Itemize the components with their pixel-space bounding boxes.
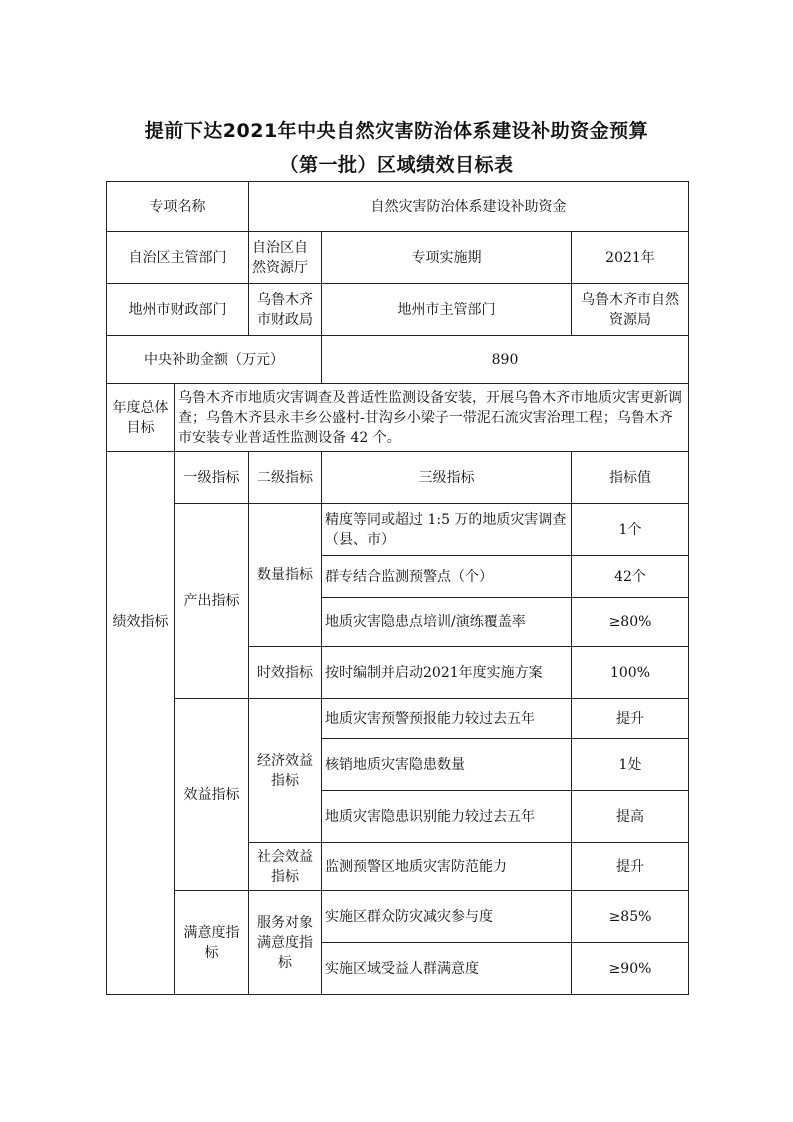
indicator-name: 按时编制并启动2021年度实施方案: [322, 647, 572, 699]
document-title-line-1: 提前下达2021年中央自然灾害防治体系建设补助资金预算: [144, 120, 649, 142]
city-finance-label: 地州市财政部门: [107, 284, 249, 336]
table-row: [107, 232, 689, 284]
table-row: [107, 504, 689, 556]
table-row: [107, 384, 689, 452]
output-indicator: 产出指标: [175, 504, 249, 699]
col-header-level3: 三级指标: [322, 452, 572, 504]
region-dept-value: 自治区自然资源厅: [249, 232, 322, 284]
perf-label: 绩效指标: [112, 614, 169, 630]
subsidy-value: 890: [322, 336, 689, 384]
table-row: [107, 336, 689, 384]
indicator-value: 1个: [572, 504, 689, 556]
indicator-name: 监测预警区地质灾害防范能力: [322, 843, 572, 891]
period-value: 2021年: [572, 232, 689, 284]
city-dept-label: 地州市主管部门: [322, 284, 572, 336]
indicator-name: 实施区域受益人群满意度: [322, 943, 572, 995]
indicator-name: 精度等同或超过 1:5 万的地质灾害调查（县、市）: [322, 504, 572, 556]
service-satisfaction-indicator: 服务对象满意度指标: [249, 891, 322, 995]
indicator-value: 提升: [572, 843, 689, 891]
indicator-name: 实施区群众防灾减灾参与度: [322, 891, 572, 943]
indicator-value: 提高: [572, 791, 689, 843]
indicator-name: 群专结合监测预警点（个）: [322, 556, 572, 598]
indicator-name: 地质灾害隐患点培训/演练覆盖率: [322, 598, 572, 647]
project-name-value: 自然灾害防治体系建设补助资金: [249, 182, 689, 232]
indicator-name: 地质灾害隐患识别能力较过去五年: [322, 791, 572, 843]
table-row: [107, 284, 689, 336]
indicator-value: ≥80%: [572, 598, 689, 647]
timeliness-indicator: 时效指标: [249, 647, 322, 699]
indicator-value: 提升: [572, 699, 689, 739]
table-row: [107, 699, 689, 739]
col-header-level2: 二级指标: [249, 452, 322, 504]
performance-target-table: [106, 181, 689, 995]
subsidy-label: 中央补助金额（万元）: [107, 336, 322, 384]
satisfaction-indicator: 满意度指标: [175, 891, 249, 995]
annual-goal-text: 乌鲁木齐市地质灾害调查及普适性监测设备安装，开展乌鲁木齐市地质灾害更新调查；乌鲁木齐县永丰乡公盛村-甘沟乡小梁子一带泥石流灾害治理工程；乌鲁木齐市安装专业普适性监测设备 42 个。: [175, 384, 689, 452]
indicator-name: 核销地质灾害隐患数量: [322, 739, 572, 791]
indicator-name: 地质灾害预警预报能力较过去五年: [322, 699, 572, 739]
table-row: [107, 891, 689, 943]
economic-benefit-indicator: 经济效益指标: [249, 699, 322, 843]
annual-goal-label: 年度总体目标: [107, 384, 175, 452]
project-name-label: 专项名称: [107, 182, 249, 232]
city-finance-value: 乌鲁木齐市财政局: [249, 284, 322, 336]
city-dept-value: 乌鲁木齐市自然资源局: [572, 284, 689, 336]
social-benefit-indicator: 社会效益指标: [249, 843, 322, 891]
table-row: [107, 452, 689, 504]
col-header-level1: 一级指标: [175, 452, 249, 504]
table-row: [107, 182, 689, 232]
col-header-value: 指标值: [572, 452, 689, 504]
indicator-value: 100%: [572, 647, 689, 699]
indicator-value: ≥90%: [572, 943, 689, 995]
document-title-line-2: （第一批）区域绩效目标表: [279, 154, 514, 176]
period-label: 专项实施期: [322, 232, 572, 284]
indicator-value: 1处: [572, 739, 689, 791]
quantity-indicator: 数量指标: [249, 504, 322, 647]
region-dept-label: 自治区主管部门: [107, 232, 249, 284]
indicator-value: ≥85%: [572, 891, 689, 943]
benefit-indicator: 效益指标: [175, 699, 249, 891]
indicator-value: 42个: [572, 556, 689, 598]
